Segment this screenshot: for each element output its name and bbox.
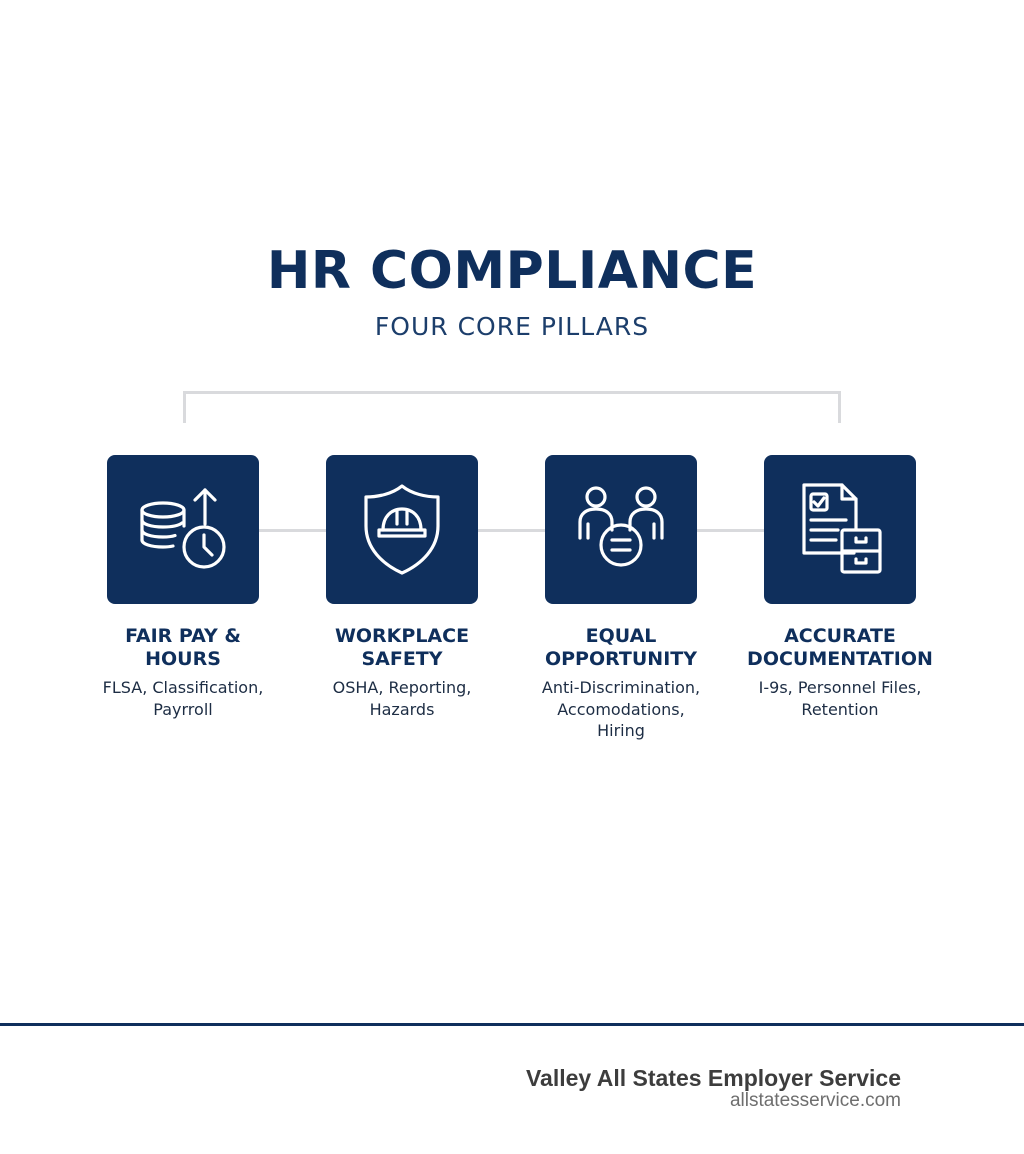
- pillar-title-fair-pay: FAIR PAY & HOURS: [125, 625, 241, 670]
- bracket-right-leg: [838, 391, 841, 423]
- footer-divider: [0, 1023, 1024, 1026]
- pillar-desc-accurate-documentation: I-9s, Personnel Files, Retention: [758, 678, 922, 719]
- pillar-tile-workplace-safety: [326, 455, 478, 604]
- pillar-desc-fair-pay: FLSA, Classification, Payrroll: [102, 678, 264, 719]
- pillar-tile-accurate-documentation: [764, 455, 916, 604]
- document-file-cabinet-icon: [790, 480, 890, 580]
- tile-connector-3: [697, 529, 765, 532]
- people-equal-icon: [571, 480, 671, 580]
- bracket-left-leg: [183, 391, 186, 423]
- tile-connector-1: [259, 529, 327, 532]
- bracket-top-line: [183, 391, 841, 394]
- pillar-title-workplace-safety: WORKPLACE SAFETY: [334, 625, 470, 670]
- tile-connector-2: [478, 529, 546, 532]
- diagram-title: HR COMPLIANCE: [266, 241, 758, 301]
- footer-website-url: allstatesservice.com: [729, 1090, 901, 1111]
- coins-clock-arrow-icon: [133, 480, 233, 580]
- pillar-desc-workplace-safety: OSHA, Reporting, Hazards: [332, 678, 472, 719]
- diagram-subtitle: FOUR CORE PILLARS: [374, 312, 650, 341]
- pillar-tile-fair-pay: [107, 455, 259, 604]
- pillar-title-equal-opportunity: EQUAL OPPORTUNITY: [544, 625, 697, 670]
- pillar-desc-equal-opportunity: Anti-Discrimination, Accomodations, Hiring: [541, 678, 701, 740]
- pillar-tile-equal-opportunity: [545, 455, 697, 604]
- pillar-title-accurate-documentation: ACCURATE DOCUMENTATION: [747, 625, 933, 670]
- shield-hardhat-icon: [352, 480, 452, 580]
- footer-company-name: Valley All States Employer Service: [525, 1065, 901, 1091]
